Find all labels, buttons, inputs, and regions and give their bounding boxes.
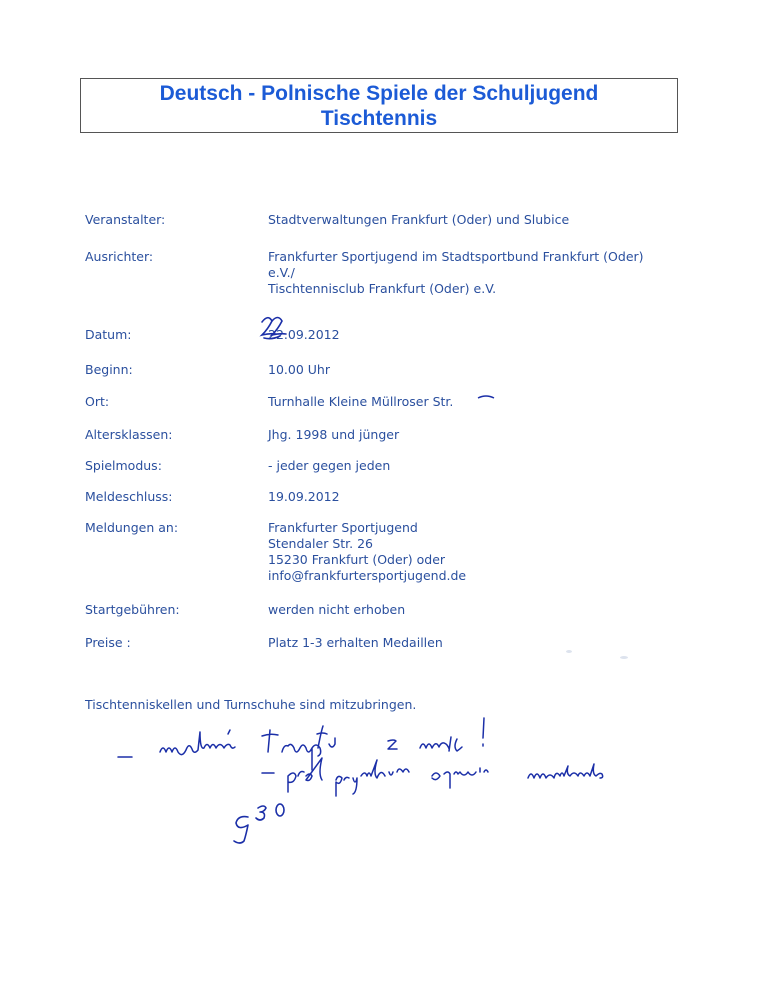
label-startgebuehren: Startgebühren: xyxy=(85,602,180,617)
value-spielmodus: - jeder gegen jeden xyxy=(268,458,391,473)
title-line-2: Tischtennis xyxy=(320,107,438,130)
label-altersklassen: Altersklassen: xyxy=(85,427,173,442)
value-datum: 22.09.2012 xyxy=(268,327,340,342)
label-preise: Preise : xyxy=(85,635,131,650)
label-veranstalter: Veranstalter: xyxy=(85,212,166,227)
ausrichter-line: Frankfurter Sportjugend im Stadtsportbund Frankfurt (Oder) xyxy=(268,249,644,264)
value-veranstalter: Stadtverwaltungen Frankfurt (Oder) und Slubice xyxy=(268,212,570,227)
value-meldeschluss: 19.09.2012 xyxy=(268,489,340,504)
label-meldeschluss: Meldeschluss: xyxy=(85,489,173,504)
label-ort: Ort: xyxy=(85,394,110,409)
title-line-1: Deutsch - Polnische Spiele der Schuljugend xyxy=(159,82,599,105)
handwriting-line-1 xyxy=(118,718,484,770)
ausrichter-line: Tischtennisclub Frankfurt (Oder) e.V. xyxy=(268,281,497,296)
handwriting-time xyxy=(234,804,284,843)
ort-dash-mark xyxy=(478,396,494,398)
meldungen-line: Frankfurter Sportjugend xyxy=(268,520,418,535)
label-datum: Datum: xyxy=(85,327,132,342)
handwriting-line-2 xyxy=(262,758,603,796)
meldungen-line: 15230 Frankfurt (Oder) oder xyxy=(268,552,446,567)
ausrichter-line: e.V./ xyxy=(268,265,295,280)
value-ort: Turnhalle Kleine Müllroser Str. xyxy=(268,394,454,409)
label-beginn: Beginn: xyxy=(85,362,133,377)
label-ausrichter: Ausrichter: xyxy=(85,249,154,264)
label-spielmodus: Spielmodus: xyxy=(85,458,162,473)
date-overwrite-scribble xyxy=(262,318,286,339)
stain-speck xyxy=(566,650,572,653)
label-meldungen: Meldungen an: xyxy=(85,520,179,535)
value-altersklassen: Jhg. 1998 und jünger xyxy=(268,427,400,442)
meldungen-line: info@frankfurtersportjugend.de xyxy=(268,568,467,583)
meldungen-line: Stendaler Str. 26 xyxy=(268,536,373,551)
equipment-note: Tischtenniskellen und Turnschuhe sind mitzubringen. xyxy=(85,697,417,712)
stain-speck xyxy=(620,656,628,659)
value-preise: Platz 1-3 erhalten Medaillen xyxy=(268,635,443,650)
value-startgebuehren: werden nicht erhoben xyxy=(268,602,406,617)
value-beginn: 10.00 Uhr xyxy=(268,362,330,377)
